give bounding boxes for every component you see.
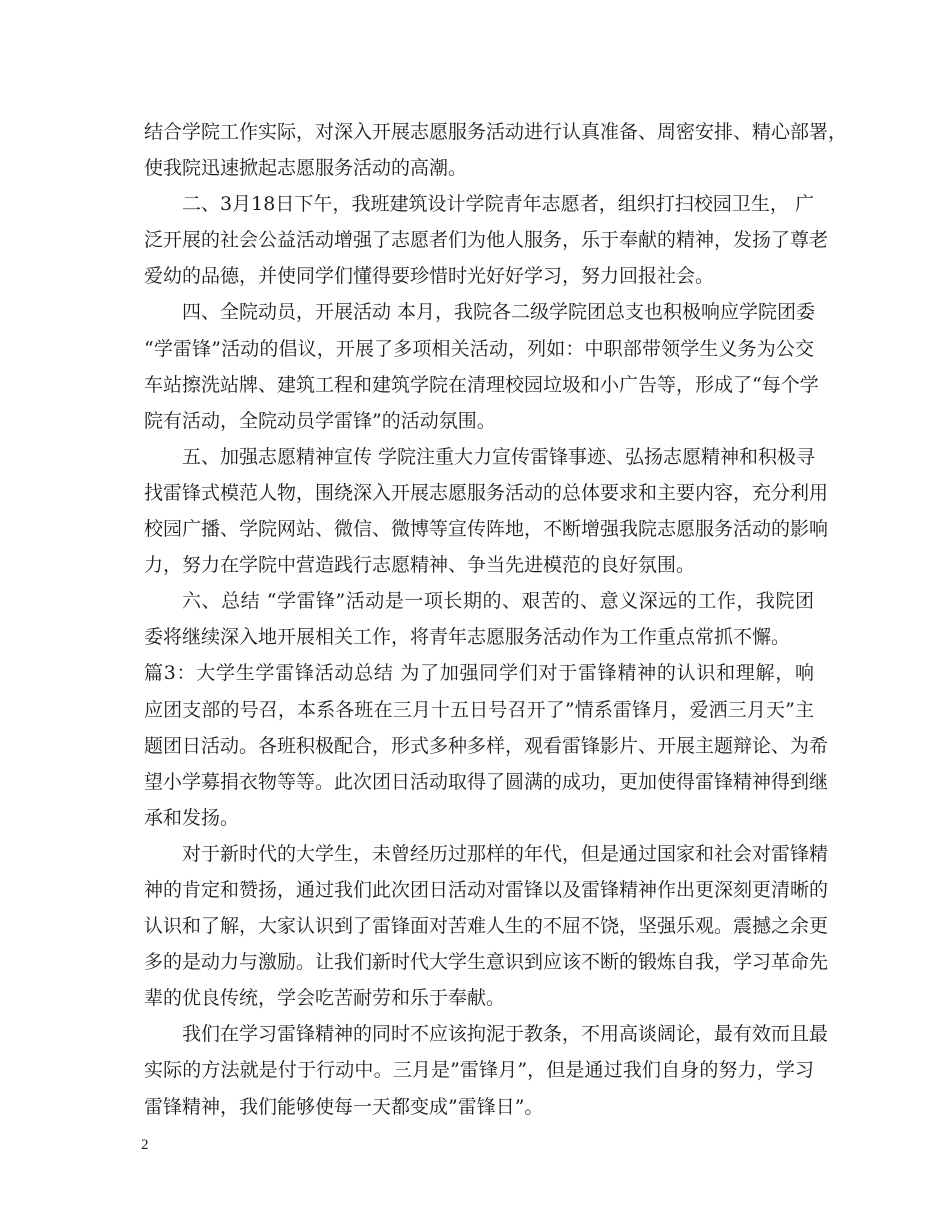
paragraph-start-line: 五、加强志愿精神宣传 学院注重大力宣传雷锋事迹、弘扬志愿精神和积极寻 [182, 445, 816, 468]
text-line: 应团支部的号召，本系各班在三月十五日号召开了”情系雷锋月，爱洒三月天”主 [144, 698, 814, 721]
text-line: 多的是动力与激励。让我们新时代大学生意识到应该不断的锻炼自我，学习革命先 [144, 951, 829, 974]
text-line: 承和发扬。 [144, 806, 240, 829]
text-line: 结合学院工作实际，对深入开展志愿服务活动进行认真准备、周密安排、精心部署， [144, 121, 848, 143]
text-line: 雷锋精神，我们能够使每一天都变成”雷锋日”。 [144, 1095, 544, 1118]
paragraph-start-line: 对于新时代的大学生，未曾经历过那样的年代，但是通过国家和社会对雷锋精 [182, 842, 829, 865]
text-line: 校园广播、学院网站、微信、微博等宣传阵地，不断增强我院志愿服务活动的影响 [144, 518, 829, 541]
paragraph-start-line: 六、总结 “学雷锋”活动是一项长期的、艰苦的、意义深远的工作，我院团 [182, 590, 814, 613]
text-line: 题团日活动。各班积极配合，形式多种多样，观看雷锋影片、开展主题辩论、为希 [144, 734, 829, 757]
section-heading-line: 篇3：大学生学雷锋活动总结 为了加强同学们对于雷锋精神的认识和理解，响 [144, 662, 814, 685]
text-line: 认识和了解，大家认识到了雷锋面对苦难人生的不屈不饶，坚强乐观。震撼之余更 [144, 915, 829, 938]
text-line: 力，努力在学院中营造践行志愿精神、争当先进模范的良好氛围。 [144, 554, 696, 577]
text-line: 辈的优良传统，学会吃苦耐劳和乐于奉献。 [144, 987, 506, 1010]
text-line: 神的肯定和赞扬，通过我们此次团日活动对雷锋以及雷锋精神作出更深刻更清晰的 [144, 878, 829, 901]
document-body [144, 114, 848, 1125]
text-line: 爱幼的品德，并使同学们懂得要珍惜时光好好学习，努力回报社会。 [144, 265, 715, 288]
text-line: 使我院迅速掀起志愿服务活动的高潮。 [144, 157, 468, 180]
paragraph-start-line: 四、全院动员，开展活动 本月，我院各二级学院团总支也积极响应学院团委 [182, 301, 816, 324]
paragraph-start-line: 我们在学习雷锋精神的同时不应该拘泥于教条，不用高谈阔论，最有效而且最 [182, 1023, 829, 1046]
text-line: 车站擦洗站牌、建筑工程和建筑学院在清理校园垃圾和小广告等，形成了“每个学 [144, 373, 819, 396]
text-line: “学雷锋”活动的倡议，开展了多项相关活动，列如：中职部带领学生义务为公交 [144, 337, 814, 360]
text-line: 泛开展的社会公益活动增强了志愿者们为他人服务，乐于奉献的精神，发扬了尊老 [144, 229, 829, 252]
text-line: 实际的方法就是付于行动中。三月是”雷锋月”，但是通过我们自身的努力，学习 [144, 1059, 814, 1082]
text-line: 院有活动，全院动员学雷锋”的活动氛围。 [144, 409, 496, 432]
paragraph-start-line: 二、3月18日下午，我班建筑设计学院青年志愿者，组织打扫校园卫生， 广 [182, 193, 814, 216]
text-line: 委将继续深入地开展相关工作，将青年志愿服务活动作为工作重点常抓不懈。 [144, 626, 791, 649]
text-line: 找雷锋式模范人物，围绕深入开展志愿服务活动的总体要求和主要内容，充分利用 [144, 481, 829, 504]
text-line: 望小学募捐衣物等等。此次团日活动取得了圆满的成功，更加使得雷锋精神得到继 [144, 770, 829, 793]
page-number: 2 [141, 1137, 149, 1153]
